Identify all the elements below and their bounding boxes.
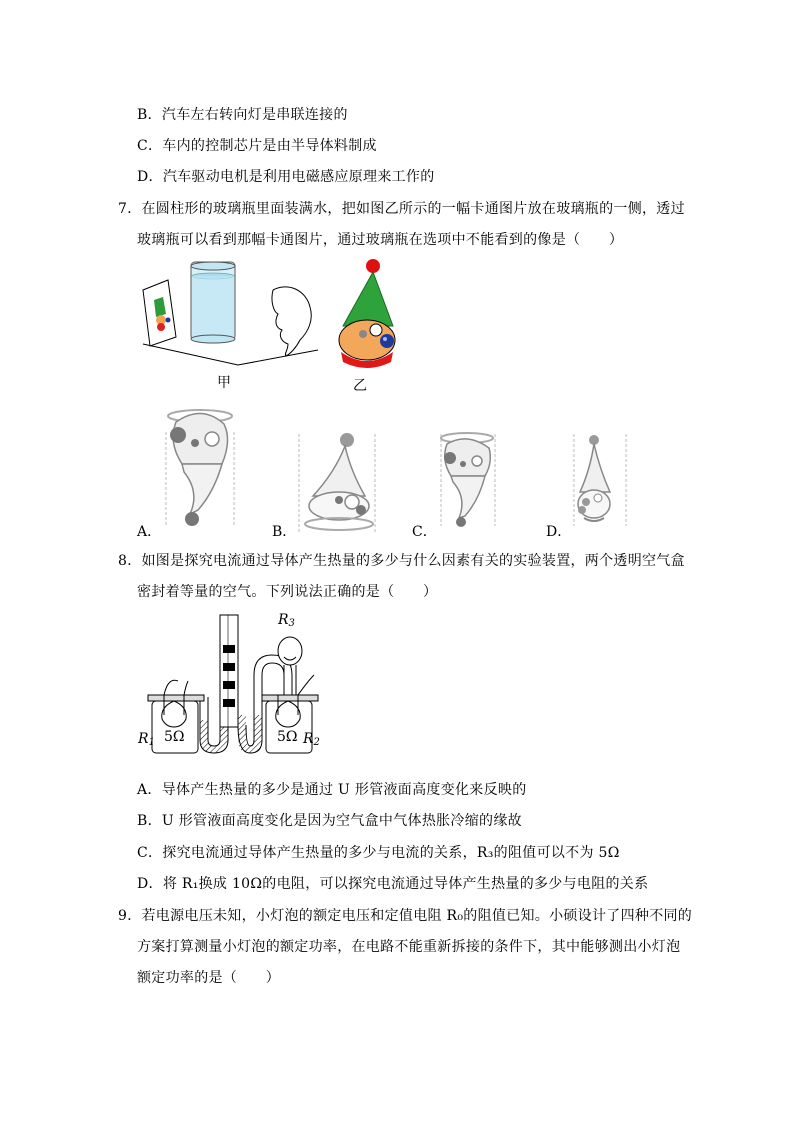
q9-stem-line1: 9．若电源电压未知，小灯泡的额定电压和定值电阻 R₀的阻值已知。小硕设计了四种不同的 xyxy=(118,908,693,924)
option-d-image xyxy=(570,430,640,540)
q8-stem-line2: 密封着等量的空气。下列说法正确的是（ ） xyxy=(137,584,438,600)
label-r1: $R_1$ xyxy=(138,731,155,748)
q6-option-c: C．车内的控制芯片是由半导体料制成 xyxy=(137,138,377,154)
resistor-r3 xyxy=(278,637,302,665)
figure-yi-label: 乙 xyxy=(353,378,367,394)
q8-option-d: D．将 R₁换成 10Ω的电阻，可以探究电流通过导体产生热量的多少与电阻的关系 xyxy=(137,876,649,892)
label-r2: $R_2$ xyxy=(303,731,320,748)
q8-option-c: C．探究电流通过导体产生热量的多少与电流的关系，R₃的阻值可以不为 5Ω xyxy=(137,845,620,861)
q8-option-a: A．导体产生热量的多少是通过 U 形管液面高度变化来反映的 xyxy=(137,782,527,798)
figure-jia xyxy=(138,262,338,382)
q7-choice-b: B． xyxy=(272,524,297,540)
option-b-image xyxy=(295,432,385,542)
q6-option-b: B．汽车左右转向灯是串联连接的 xyxy=(137,107,348,123)
label-resistance-left: 5Ω xyxy=(164,729,185,745)
figure-jia-label: 甲 xyxy=(217,375,231,391)
q7-choice-d: D． xyxy=(546,524,572,540)
q7-stem-line2: 玻璃瓶可以看到那幅卡通图片，通过玻璃瓶在选项中不能看到的像是（ ） xyxy=(137,232,624,248)
clown-hat xyxy=(343,272,393,326)
label-resistance-right: 5Ω xyxy=(277,729,298,745)
figure-yi xyxy=(335,258,415,368)
label-r3: $R_3$ xyxy=(278,612,295,629)
q8-option-b: B．U 形管液面高度变化是因为空气盒中气体热胀冷缩的缘故 xyxy=(137,813,522,829)
q6-option-d: D．汽车驱动电机是利用电磁感应原理来工作的 xyxy=(137,169,435,185)
q8-stem-line1: 8．如图是探究电流通过导体产生热量的多少与什么因素有关的实验装置，两个透明空气盒 xyxy=(118,553,685,569)
q7-choice-a: A． xyxy=(137,524,162,540)
q7-choice-c: C． xyxy=(412,524,437,540)
observer-face xyxy=(272,287,311,356)
option-c-image xyxy=(437,430,507,540)
option-a-image xyxy=(162,402,242,532)
q7-stem-line1: 7．在圆柱形的玻璃瓶里面装满水，把如图乙所示的一幅卡通图片放在玻璃瓶的一侧，透过 xyxy=(118,201,685,217)
q9-stem-line3: 额定功率的是（ ） xyxy=(137,970,280,986)
q9-stem-line2: 方案打算测量小灯泡的额定功率，在电路不能重新拆接的条件下，其中能够测出小灯泡 xyxy=(137,939,681,955)
